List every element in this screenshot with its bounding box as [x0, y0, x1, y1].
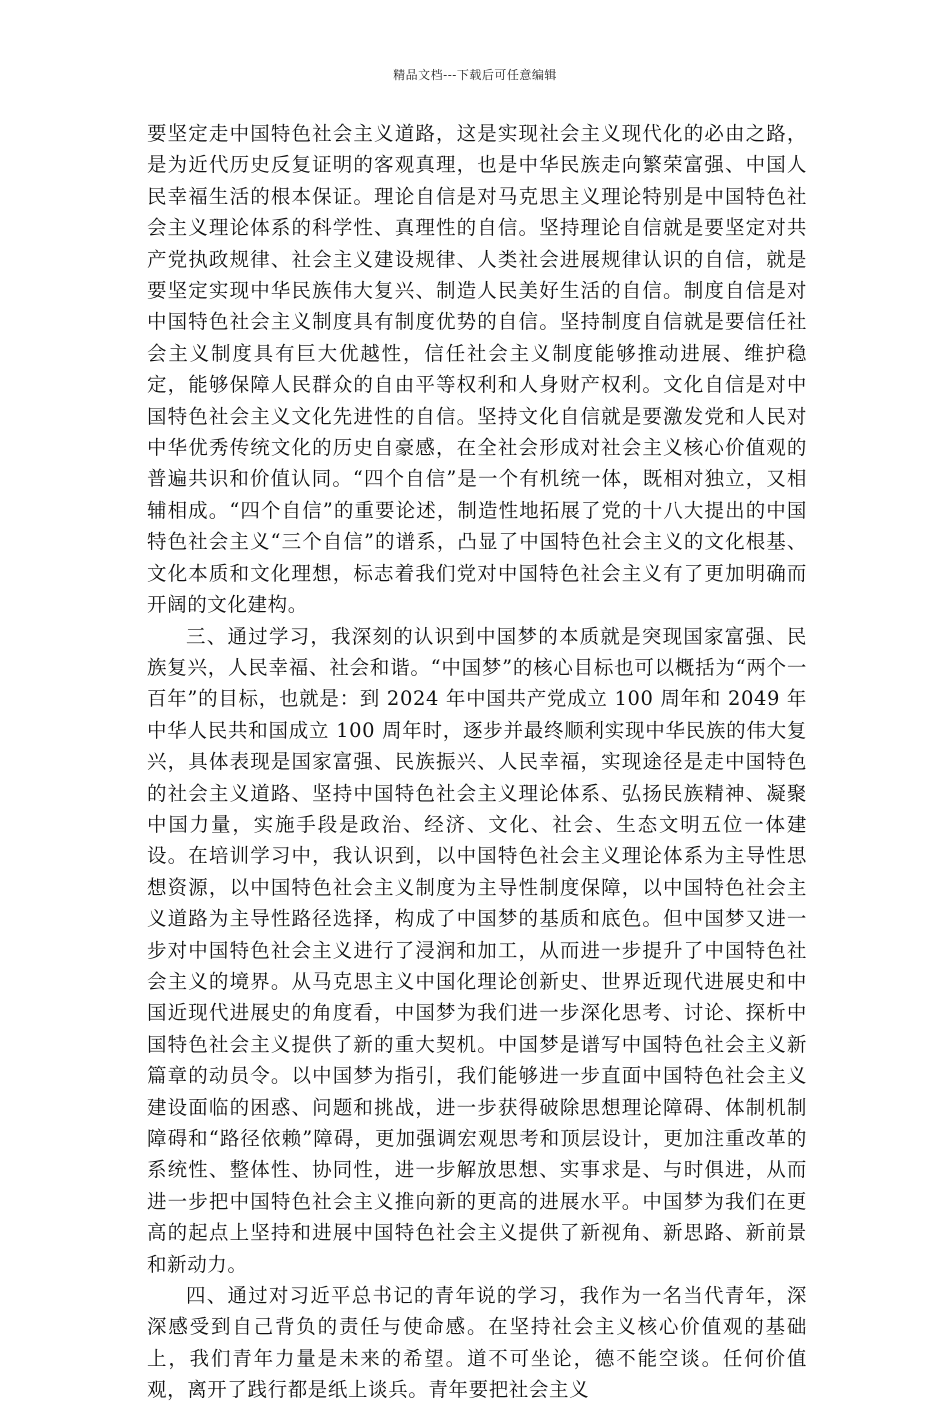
paragraph-section-four: 四、通过对习近平总书记的青年说的学习，我作为一名当代青年，深深感受到自己背负的责任与使命感。在坚持社会主义核心价值观的基础上，我们青年力量是未来的希望。道不可坐论，德不能空谈。任何价值观，离开了践行都是纸上谈兵。青年要把社会主义 [147, 1284, 807, 1402]
paragraph-section-three: 三、通过学习，我深刻的认识到中国梦的本质就是突现国家富强、民族复兴，人民幸福、社会和谐。“中国梦”的核心目标也可以概括为“两个一百年”的目标，也就是：到 2024 年中国共产党成立 100 周年和 2049 年中华人民共和国成立 100 周年时，逐步并最终顺利实现中华民族的伟大复兴，具体表现是国家富强、民族振兴、人民幸福，实现途径是走中国特色的社会主义道路、坚持中国特色社会主义理论体系、弘扬民族精神、凝聚中国力量，实施手段是政治、经济、文化、社会、生态文明五位一体建设。在培训学习中，我认识到，以中国特色社会主义理论体系为主导性思想资源，以中国特色社会主义制度为主导性制度保障，以中国特色社会主义道路为主导性路径选择，构成了中国梦的基质和底色。但中国梦又进一步对中国特色社会主义进行了浸润和加工，从而进一步提升了中国特色社会主义的境界。从马克思主义中国化理论创新史、世界近现代进展史和中国近现代进展史的角度看，中国梦为我们进一步深化思考、讨论、探析中国特色社会主义提供了新的重大契机。中国梦是谱写中国特色社会主义新篇章的动员令。以中国梦为指引，我们能够进一步直面中国特色社会主义建设面临的困惑、问题和挑战，进一步获得破除思想理论障碍、体制机制障碍和“路径依赖”障碍，更加强调宏观思考和顶层设计，更加注重改革的系统性、整体性、协同性，进一步解放思想、实事求是、与时俱进，从而进一步把中国特色社会主义推向新的更高的进展水平。中国梦为我们在更高的起点上坚持和进展中国特色社会主义提供了新视角、新思路、新前景和新动力。 [147, 624, 807, 1276]
page-header: 精品文档---下载后可任意编辑 [393, 68, 557, 82]
document-body [147, 118, 807, 1406]
paragraph-confidence: 要坚定走中国特色社会主义道路，这是实现社会主义现代化的必由之路，是为近代历史反复证明的客观真理，也是中华民族走向繁荣富强、中国人民幸福生活的根本保证。理论自信是对马克思主义理论特别是中国特色社会主义理论体系的科学性、真理性的自信。坚持理论自信就是要坚定对共产党执政规律、社会主义建设规律、人类社会进展规律认识的自信，就是要坚定实现中华民族伟大复兴、制造人民美好生活的自信。制度自信是对中国特色社会主义制度具有制度优势的自信。坚持制度自信就是要信任社会主义制度具有巨大优越性，信任社会主义制度能够推动进展、维护稳定，能够保障人民群众的自由平等权利和人身财产权利。文化自信是对中国特色社会主义文化先进性的自信。坚持文化自信就是要激发党和人民对中华优秀传统文化的历史自豪感，在全社会形成对社会主义核心价值观的普遍共识和价值认同。“四个自信”是一个有机统一体，既相对独立，又相辅相成。“四个自信”的重要论述，制造性地拓展了党的十八大提出的中国特色社会主义“三个自信”的谱系，凸显了中国特色社会主义的文化根基、文化本质和文化理想，标志着我们党对中国特色社会主义有了更加明确而开阔的文化建构。 [147, 122, 807, 617]
